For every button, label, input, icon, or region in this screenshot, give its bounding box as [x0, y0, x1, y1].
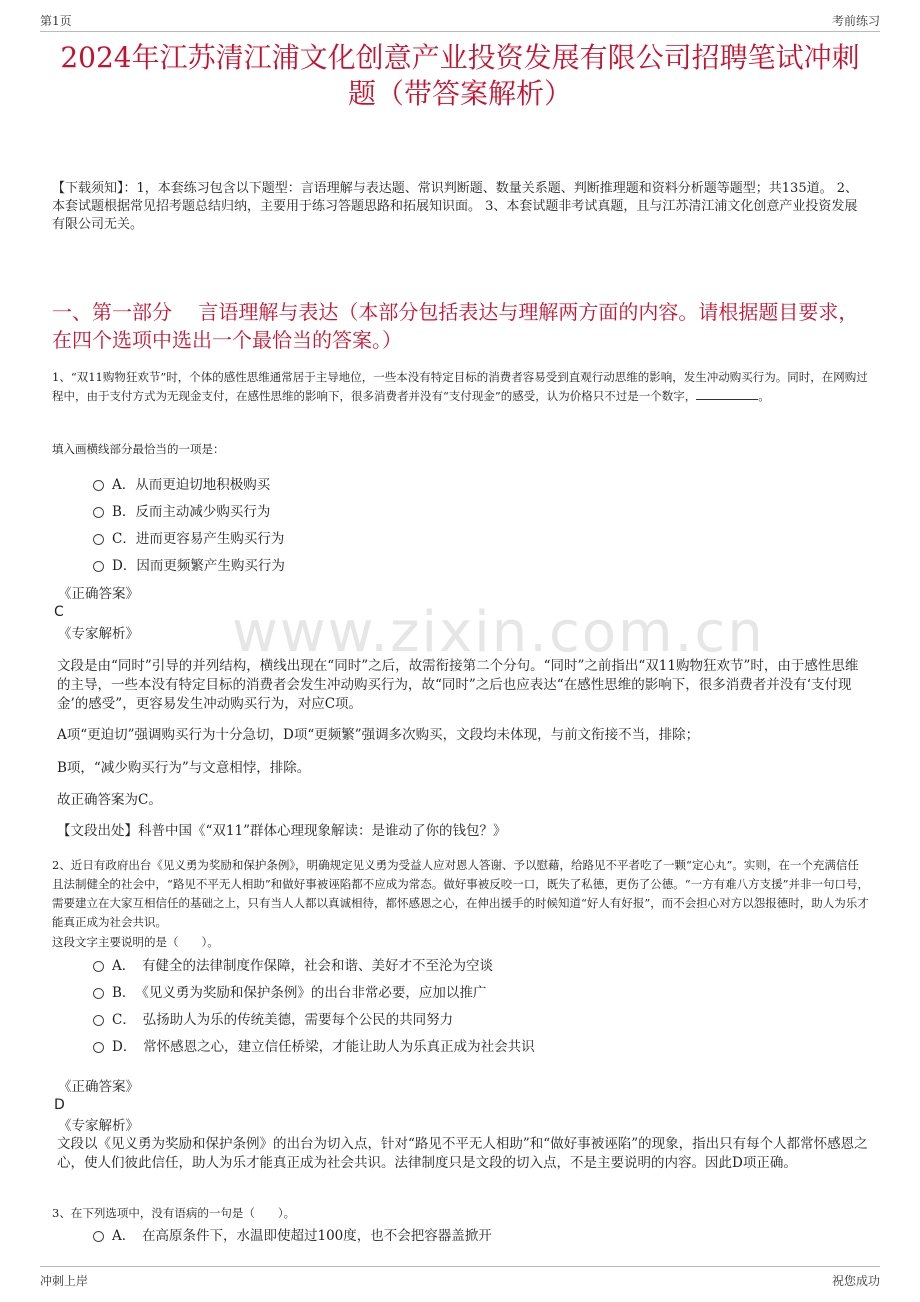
q1-option-c[interactable]: C．进而更容易产生购买行为	[93, 530, 284, 548]
q1-option-a[interactable]: A．从而更迫切地积极购买	[93, 476, 270, 494]
question-1-prompt: 填入画横线部分最恰当的一项是：	[52, 442, 225, 456]
q2-option-d[interactable]: D． 常怀感恩之心，建立信任桥梁，才能让助人为乐真正成为社会共识	[93, 1038, 535, 1056]
radio-button-icon[interactable]	[93, 480, 104, 491]
q1-answer-label: 《正确答案》	[58, 586, 139, 602]
q2-option-a[interactable]: A． 有健全的法律制度作保障，社会和谐、美好才不至沦为空谈	[93, 957, 493, 975]
radio-button-icon[interactable]	[93, 1015, 104, 1026]
question-2-stem: 2、近日有政府出台《见义勇为奖励和保护条例》，明确规定见义勇为受益人应对恩人答谢、予以慰藉，给路见不平者吃了一颗“定心丸”。实则，在一个充满信任且法制健全的社会中，“路见不平无人相助”和做好事被诬陷都不应成为常态。做好事被反咬一口，既失了私德，更伤了公德。“一方有难八方支援”并非一句口号，需要建立在大家互相信任的基础之上，只有当人人都以真诚相待，都怀感恩之心，在伸出援手的时候知道“好人有好报”，而不会担心对方以怨报德时，助人为乐才能真正成为社会共识。	[52, 858, 870, 929]
question-1-stem: 1、“双11购物狂欢节”时，个体的感性思维通常居于主导地位，一些本没有特定目标的消费者容易受到直观行动思维的影响，发生冲动购买行为。同时，在网购过程中，由于支付方式为无现金支付，在感性思维的影响下，很多消费者并没有“支付现金”的感受，认为价格只不过是一个数字， 。	[52, 370, 868, 403]
download-notice: 【下载须知】：1，本套练习包含以下题型：言语理解与表达题、常识判断题、数量关系题、判断推理题和资料分析题等题型；共135道。 2、本套试题根据常见招考题总结归纳，主要用于练习答题思路和拓展知识面。 3、本套试题非考试真题，且与江苏清江浦文化创意产业投资发展有限公司无关。	[52, 181, 858, 232]
radio-button-icon[interactable]	[93, 534, 104, 545]
q2-option-c[interactable]: C． 弘扬助人为乐的传统美德，需要每个公民的共同努力	[93, 1011, 453, 1029]
watermark: www.zixin.com.cn	[232, 600, 765, 665]
footer-divider	[40, 1266, 880, 1267]
page-header	[40, 12, 880, 29]
header-tag: 考前练习	[831, 14, 880, 28]
document-title: 2024年江苏清江浦文化创意产业投资发展有限公司招聘笔试冲刺题（带答案解析）	[60, 41, 860, 110]
radio-button-icon[interactable]	[93, 1231, 104, 1242]
page-footer	[40, 1272, 880, 1289]
q1-explanation-3: B项，“减少购买行为”与文意相悖，排除。	[57, 760, 311, 776]
footer-right: 祝您成功	[831, 1274, 880, 1288]
header-divider	[40, 31, 880, 32]
question-2-prompt: 这段文字主要说明的是（ ）。	[52, 935, 219, 949]
page-number: 第1页	[40, 14, 72, 28]
q2-analysis-label: 《专家解析》	[58, 1118, 139, 1134]
q1-source: 【文段出处】科普中国《“双11”群体心理现象解读：是谁动了你的钱包？》	[57, 823, 507, 839]
q1-explanation-1: 文段是由“同时”引导的并列结构，横线出现在“同时”之后，故需衔接第二个分句。“同时”之前指出“双11购物狂欢节”时，由于感性思维的主导，一些本没有特定目标的消费者会发生冲动购买行为，故“同时”之后也应表达“在感性思维的影响下，很多消费者并没有‘支付现金’的感受”，更容易发生冲动购买行为，对应C项。	[57, 658, 859, 712]
q2-answer-label: 《正确答案》	[58, 1079, 139, 1095]
q1-analysis-label: 《专家解析》	[58, 626, 139, 642]
radio-button-icon[interactable]	[93, 961, 104, 972]
q3-option-a[interactable]: A． 在高原条件下，水温即使超过100度，也不会把容器盖掀开	[93, 1227, 492, 1245]
q2-option-b[interactable]: B． 《见义勇为奖励和保护条例》的出台非常必要，应加以推广	[93, 984, 486, 1002]
radio-button-icon[interactable]	[93, 1042, 104, 1053]
q1-option-b[interactable]: B．反而主动减少购买行为	[93, 503, 270, 521]
q2-explanation: 文段以《见义勇为奖励和保护条例》的出台为切入点，针对“路见不平无人相助”和“做好事被诬陷”的现象，指出只有每个人都常怀感恩之心，使人们彼此信任，助人为乐才能真正成为社会共识。法律制度只是文段的切入点，不是主要说明的内容。因此D项正确。	[57, 1136, 868, 1171]
q1-option-d[interactable]: D．因而更频繁产生购买行为	[93, 557, 285, 575]
q1-explanation-4: 故正确答案为C。	[57, 792, 162, 808]
radio-button-icon[interactable]	[93, 988, 104, 999]
q2-answer: D	[54, 1097, 65, 1113]
q1-answer: C	[54, 604, 64, 620]
footer-left: 冲刺上岸	[40, 1274, 89, 1288]
fill-blank	[696, 389, 758, 400]
q1-explanation-2: A项“更迫切”强调购买行为十分急切，D项“更频繁”强调多次购买，文段均未体现，与前文衔接不当，排除；	[57, 727, 700, 743]
section-heading: 一、第一部分 言语理解与表达（本部分包括表达与理解两方面的内容。请根据题目要求，在四个选项中选出一个最恰当的答案。）	[52, 300, 859, 352]
radio-button-icon[interactable]	[93, 507, 104, 518]
radio-button-icon[interactable]	[93, 561, 104, 572]
question-3-stem: 3、在下列选项中，没有语病的一句是（ ）。	[52, 1206, 296, 1220]
